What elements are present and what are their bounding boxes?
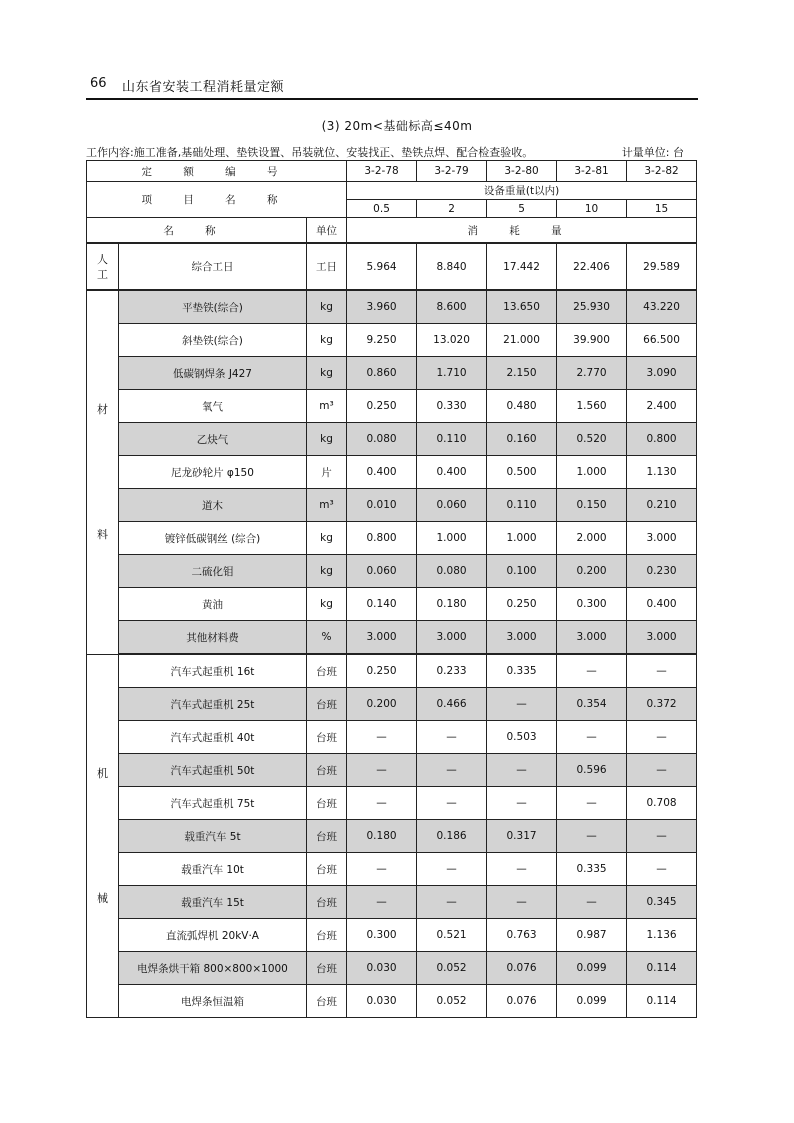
value-cell: 0.763 xyxy=(487,919,557,952)
value-cell: 3.960 xyxy=(347,290,417,324)
machine-row xyxy=(87,919,697,952)
item-name: 综合工日 xyxy=(119,243,307,290)
value-cell: 0.060 xyxy=(417,489,487,522)
item-name: 载重汽车 15t xyxy=(119,886,307,919)
book-title: 山东省安装工程消耗量定额 xyxy=(122,80,285,95)
value-cell: 0.200 xyxy=(557,555,627,588)
item-name: 二硫化钼 xyxy=(119,555,307,588)
value-cell: 0.099 xyxy=(557,985,627,1018)
item-unit: 台班 xyxy=(307,754,347,787)
quota-code-row xyxy=(87,161,697,182)
category-cell xyxy=(87,654,119,1018)
value-cell: 43.220 xyxy=(627,290,697,324)
header-rule xyxy=(86,98,698,100)
value-cell: 0.466 xyxy=(417,688,487,721)
value-cell: — xyxy=(487,853,557,886)
material-row xyxy=(87,357,697,390)
value-cell: — xyxy=(557,820,627,853)
material-row xyxy=(87,522,697,555)
item-name: 汽车式起重机 50t xyxy=(119,754,307,787)
value-cell: — xyxy=(627,754,697,787)
item-name: 平垫铁(综合) xyxy=(119,290,307,324)
value-cell: 0.080 xyxy=(347,423,417,456)
value-cell: 0.335 xyxy=(557,853,627,886)
value-cell: — xyxy=(417,754,487,787)
value-cell: 3.000 xyxy=(627,621,697,655)
page-header xyxy=(86,72,698,100)
value-cell: 3.090 xyxy=(627,357,697,390)
value-cell: 0.210 xyxy=(627,489,697,522)
machine-row xyxy=(87,886,697,919)
category-cell xyxy=(87,290,119,654)
value-cell: 0.500 xyxy=(487,456,557,489)
quota-table xyxy=(86,160,697,1018)
column-header-row xyxy=(87,218,697,244)
value-cell: 25.930 xyxy=(557,290,627,324)
value-cell: 66.500 xyxy=(627,324,697,357)
item-unit: 台班 xyxy=(307,787,347,820)
machine-row xyxy=(87,787,697,820)
quota-code-cell: 3-2-82 xyxy=(627,161,697,182)
value-cell: — xyxy=(417,721,487,754)
work-content-line xyxy=(86,142,698,158)
machine-row xyxy=(87,688,697,721)
value-cell: 0.186 xyxy=(417,820,487,853)
material-row xyxy=(87,390,697,423)
item-name: 道木 xyxy=(119,489,307,522)
value-cell: 2.150 xyxy=(487,357,557,390)
value-cell: 0.160 xyxy=(487,423,557,456)
material-row xyxy=(87,621,697,655)
value-cell: 0.076 xyxy=(487,952,557,985)
value-cell: 0.052 xyxy=(417,985,487,1018)
quota-code-label: 定 额 编 号 xyxy=(87,161,347,182)
value-cell: — xyxy=(347,721,417,754)
value-cell: 0.052 xyxy=(417,952,487,985)
item-unit: 台班 xyxy=(307,721,347,754)
item-name: 镀锌低碳钢丝 (综合) xyxy=(119,522,307,555)
machine-row xyxy=(87,853,697,886)
value-cell: 0.080 xyxy=(417,555,487,588)
value-cell: — xyxy=(557,654,627,688)
material-row xyxy=(87,324,697,357)
material-row xyxy=(87,423,697,456)
labor-row xyxy=(87,243,697,290)
value-cell: 0.400 xyxy=(347,456,417,489)
value-cell: — xyxy=(347,886,417,919)
item-name: 汽车式起重机 25t xyxy=(119,688,307,721)
value-cell: 2.000 xyxy=(557,522,627,555)
weight-cell: 5 xyxy=(487,200,557,218)
item-unit: 台班 xyxy=(307,853,347,886)
item-unit: kg xyxy=(307,423,347,456)
item-name: 低碳钢焊条 J427 xyxy=(119,357,307,390)
value-cell: 1.560 xyxy=(557,390,627,423)
item-unit: 工日 xyxy=(307,243,347,290)
value-cell: 0.114 xyxy=(627,952,697,985)
value-cell: 0.150 xyxy=(557,489,627,522)
value-cell: 0.110 xyxy=(417,423,487,456)
item-unit: kg xyxy=(307,588,347,621)
value-cell: 3.000 xyxy=(417,621,487,655)
unit-column-header: 单位 xyxy=(307,218,347,244)
value-cell: 0.010 xyxy=(347,489,417,522)
material-row xyxy=(87,456,697,489)
consumption-column-header: 消 耗 量 xyxy=(347,218,697,244)
value-cell: 0.400 xyxy=(417,456,487,489)
value-cell: 1.710 xyxy=(417,357,487,390)
value-cell: 0.480 xyxy=(487,390,557,423)
item-name: 黄油 xyxy=(119,588,307,621)
item-unit: 台班 xyxy=(307,820,347,853)
weight-cell: 15 xyxy=(627,200,697,218)
value-cell: 13.650 xyxy=(487,290,557,324)
item-unit: 台班 xyxy=(307,688,347,721)
value-cell: 0.503 xyxy=(487,721,557,754)
value-cell: — xyxy=(487,688,557,721)
item-unit: 台班 xyxy=(307,985,347,1018)
value-cell: 0.800 xyxy=(347,522,417,555)
item-name: 电焊条烘干箱 800×800×1000 xyxy=(119,952,307,985)
value-cell: 0.230 xyxy=(627,555,697,588)
value-cell: — xyxy=(627,721,697,754)
quota-code-cell: 3-2-79 xyxy=(417,161,487,182)
category-label: 材 xyxy=(97,403,108,417)
item-name: 斜垫铁(综合) xyxy=(119,324,307,357)
category-label: 械 xyxy=(97,891,108,905)
value-cell: — xyxy=(487,886,557,919)
value-cell: 0.345 xyxy=(627,886,697,919)
value-cell: 0.300 xyxy=(557,588,627,621)
value-cell: 0.100 xyxy=(487,555,557,588)
value-cell: 0.140 xyxy=(347,588,417,621)
item-name: 汽车式起重机 75t xyxy=(119,787,307,820)
value-cell: — xyxy=(487,787,557,820)
quota-code-cell: 3-2-78 xyxy=(347,161,417,182)
item-unit: 台班 xyxy=(307,952,347,985)
item-unit: 片 xyxy=(307,456,347,489)
value-cell: 3.000 xyxy=(627,522,697,555)
value-cell: 0.300 xyxy=(347,919,417,952)
value-cell: 3.000 xyxy=(557,621,627,655)
material-row xyxy=(87,290,697,324)
value-cell: — xyxy=(627,853,697,886)
value-cell: 0.250 xyxy=(347,390,417,423)
material-row xyxy=(87,588,697,621)
value-cell: 2.400 xyxy=(627,390,697,423)
value-cell: 39.900 xyxy=(557,324,627,357)
item-name-label: 项 目 名 称 xyxy=(87,182,347,218)
item-name: 其他材料费 xyxy=(119,621,307,655)
item-name: 氧气 xyxy=(119,390,307,423)
value-cell: 0.030 xyxy=(347,985,417,1018)
work-content: 工作内容:施工准备,基础处理、垫铁设置、吊装就位、安装找正、垫铁点焊、配合检查验收。 xyxy=(86,146,534,159)
value-cell: 17.442 xyxy=(487,243,557,290)
value-cell: 0.180 xyxy=(347,820,417,853)
item-name: 电焊条恒温箱 xyxy=(119,985,307,1018)
value-cell: 0.800 xyxy=(627,423,697,456)
name-column-header: 名 称 xyxy=(87,218,307,244)
value-cell: — xyxy=(347,853,417,886)
value-cell: 29.589 xyxy=(627,243,697,290)
value-cell: — xyxy=(417,853,487,886)
value-cell: 0.400 xyxy=(627,588,697,621)
item-unit: m³ xyxy=(307,489,347,522)
value-cell: 0.233 xyxy=(417,654,487,688)
value-cell: 0.114 xyxy=(627,985,697,1018)
item-unit: 台班 xyxy=(307,886,347,919)
value-cell: 0.110 xyxy=(487,489,557,522)
value-cell: 8.600 xyxy=(417,290,487,324)
value-cell: 0.354 xyxy=(557,688,627,721)
value-cell: 0.250 xyxy=(347,654,417,688)
machine-row xyxy=(87,754,697,787)
value-cell: 13.020 xyxy=(417,324,487,357)
value-cell: — xyxy=(557,721,627,754)
section-title: (3) 20m<基础标高≤40m xyxy=(321,119,473,133)
item-unit: kg xyxy=(307,555,347,588)
value-cell: 0.180 xyxy=(417,588,487,621)
value-cell: 0.860 xyxy=(347,357,417,390)
item-name: 载重汽车 10t xyxy=(119,853,307,886)
value-cell: 0.521 xyxy=(417,919,487,952)
value-cell: — xyxy=(557,787,627,820)
value-cell: 3.000 xyxy=(347,621,417,655)
value-cell: — xyxy=(417,787,487,820)
material-row xyxy=(87,489,697,522)
value-cell: 0.060 xyxy=(347,555,417,588)
value-cell: 5.964 xyxy=(347,243,417,290)
value-cell: 0.250 xyxy=(487,588,557,621)
value-cell: 21.000 xyxy=(487,324,557,357)
category-label: 机 xyxy=(97,766,108,780)
category-cell xyxy=(87,243,119,290)
item-unit: % xyxy=(307,621,347,655)
item-unit: kg xyxy=(307,324,347,357)
value-cell: — xyxy=(347,787,417,820)
value-cell: 0.596 xyxy=(557,754,627,787)
value-cell: — xyxy=(417,886,487,919)
quota-code-cell: 3-2-80 xyxy=(487,161,557,182)
item-name: 载重汽车 5t xyxy=(119,820,307,853)
category-label: 人工 xyxy=(97,252,108,281)
value-cell: — xyxy=(347,754,417,787)
value-cell: 8.840 xyxy=(417,243,487,290)
value-cell: 9.250 xyxy=(347,324,417,357)
material-row xyxy=(87,555,697,588)
value-cell: — xyxy=(487,754,557,787)
item-name: 汽车式起重机 40t xyxy=(119,721,307,754)
quota-code-cell: 3-2-81 xyxy=(557,161,627,182)
machine-row xyxy=(87,985,697,1018)
category-label: 料 xyxy=(97,528,108,542)
value-cell: 1.130 xyxy=(627,456,697,489)
item-unit: m³ xyxy=(307,390,347,423)
weight-cell: 0.5 xyxy=(347,200,417,218)
weight-cell: 2 xyxy=(417,200,487,218)
item-name: 乙炔气 xyxy=(119,423,307,456)
value-cell: 3.000 xyxy=(487,621,557,655)
unit-note: 计量单位: 台 xyxy=(621,146,684,159)
item-unit: kg xyxy=(307,290,347,324)
value-cell: 1.000 xyxy=(557,456,627,489)
value-cell: — xyxy=(627,820,697,853)
value-cell: 0.330 xyxy=(417,390,487,423)
machine-row xyxy=(87,820,697,853)
item-name: 直流弧焊机 20kV·A xyxy=(119,919,307,952)
value-cell: 22.406 xyxy=(557,243,627,290)
value-cell: 0.520 xyxy=(557,423,627,456)
item-unit: kg xyxy=(307,357,347,390)
weight-cell: 10 xyxy=(557,200,627,218)
value-cell: 0.372 xyxy=(627,688,697,721)
machine-row xyxy=(87,654,697,688)
machine-row xyxy=(87,952,697,985)
item-header-row xyxy=(87,182,697,200)
weight-group-header: 设备重量(t以内) xyxy=(347,182,697,200)
item-unit: 台班 xyxy=(307,919,347,952)
item-unit: 台班 xyxy=(307,654,347,688)
value-cell: 0.317 xyxy=(487,820,557,853)
value-cell: 2.770 xyxy=(557,357,627,390)
value-cell: 1.136 xyxy=(627,919,697,952)
value-cell: 0.200 xyxy=(347,688,417,721)
value-cell: 0.099 xyxy=(557,952,627,985)
value-cell: 0.335 xyxy=(487,654,557,688)
page-number: 66 xyxy=(90,76,107,91)
item-name: 汽车式起重机 16t xyxy=(119,654,307,688)
value-cell: 0.030 xyxy=(347,952,417,985)
value-cell: 1.000 xyxy=(417,522,487,555)
value-cell: — xyxy=(557,886,627,919)
value-cell: 1.000 xyxy=(487,522,557,555)
value-cell: 0.708 xyxy=(627,787,697,820)
value-cell: 0.987 xyxy=(557,919,627,952)
machine-row xyxy=(87,721,697,754)
value-cell: 0.076 xyxy=(487,985,557,1018)
item-unit: kg xyxy=(307,522,347,555)
item-name: 尼龙砂轮片 φ150 xyxy=(119,456,307,489)
value-cell: — xyxy=(627,654,697,688)
